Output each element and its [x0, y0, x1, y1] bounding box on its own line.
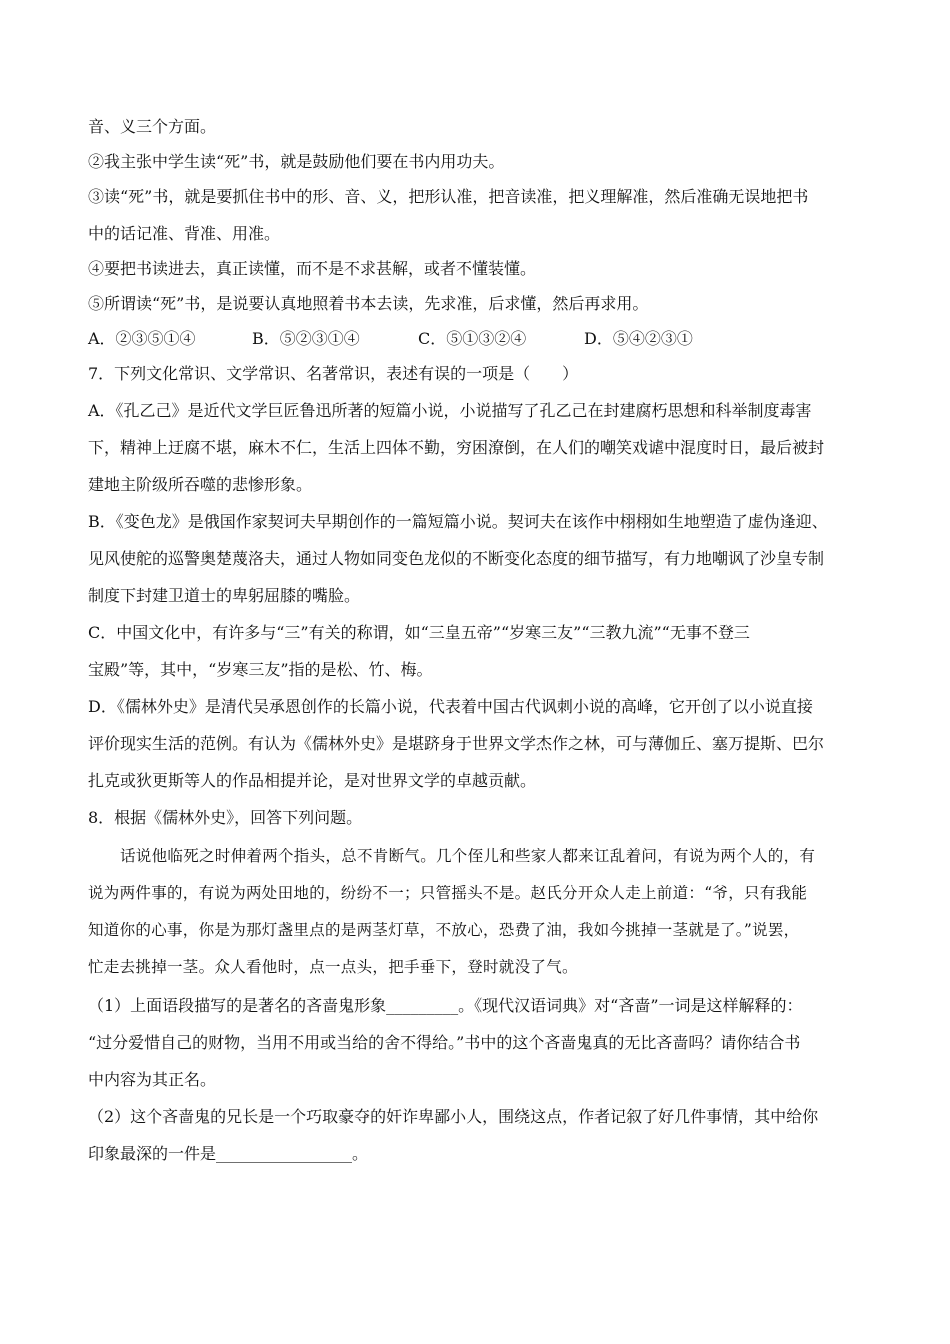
- q7-option-d-line-2: 评价现实生活的范例。有认为《儒林外史》是堪跻身于世界文学杰作之林，可与薄伽丘、塞万提斯、巴尔: [88, 734, 825, 753]
- q8-sub1-line-2: “过分爱惜自己的财物，当用不用或当给的舍不得给。”书中的这个吝啬鬼真的无比吝啬吗？请你结合书: [88, 1033, 801, 1052]
- q8-sub1-line-3: 中内容为其正名。: [88, 1070, 217, 1089]
- q8-sub1-line-1: （1）上面语段描写的是著名的吝啬鬼形象_________。《现代汉语词典》对“吝啬”一词是这样解释的：: [88, 996, 803, 1015]
- q7-option-d-line-3: 扎克或狄更斯等人的作品相提并论，是对世界文学的卓越贡献。: [88, 771, 537, 790]
- q6-line-3: ③读“死”书，就是要抓住书中的形、音、义，把形认准，把音读准，把义理解准，然后准确无误地把书: [88, 187, 809, 206]
- q8-passage-line-4: 忙走去挑掉一茎。众人看他时，点一点头，把手垂下，登时就没了气。: [88, 958, 578, 976]
- q8-stem: 8．根据《儒林外史》，回答下列问题。: [88, 808, 363, 827]
- q7-option-b-line-2: 见风使舵的巡警奥楚蔑洛夫，通过人物如同变色龙似的不断变化态度的细节描写，有力地嘲讽了沙皇专制: [88, 549, 825, 568]
- q7-option-a-line-1: A．《孔乙己》是近代文学巨匠鲁迅所著的短篇小说，小说描写了孔乙己在封建腐朽思想和科举制度毒害: [88, 401, 812, 420]
- q7-option-b-line-3: 制度下封建卫道士的卑躬屈膝的嘴脸。: [88, 586, 361, 605]
- q7-option-a-line-3: 建地主阶级所吞噬的悲惨形象。: [88, 475, 313, 494]
- q7-option-d-line-1: D．《儒林外史》是清代吴承恩创作的长篇小说，代表着中国古代讽刺小说的高峰，它开创了以小说直接: [88, 697, 813, 716]
- q7-option-b-line-1: B．《变色龙》是俄国作家契诃夫早期创作的一篇短篇小说。契诃夫在该作中栩栩如生地塑造了虚伪逢迎、: [88, 512, 828, 531]
- q6-line-2: ②我主张中学生读“死”书，就是鼓励他们要在书内用功夫。: [88, 152, 505, 171]
- q6-option-b: B．⑤②③①④: [252, 329, 360, 348]
- q7-option-c-line-1: C．中国文化中，有许多与“三”有关的称谓，如“三皇五帝”“岁寒三友”“三教九流”“无事不登三: [88, 623, 750, 642]
- q7-option-c-line-2: 宝殿”等，其中，“岁寒三友”指的是松、竹、梅。: [88, 660, 433, 679]
- q6-line-1: 音、义三个方面。: [88, 117, 217, 136]
- q7-option-a-line-2: 下，精神上迂腐不堪，麻木不仁，生活上四体不勤，穷困潦倒，在人们的嘲笑戏谑中混度时日，最后被封: [88, 438, 825, 457]
- q8-sub2-line-2: 印象最深的一件是_________________。: [88, 1144, 369, 1163]
- q6-option-c: C．⑤①③②④: [418, 329, 527, 348]
- q8-sub2-line-1: （2）这个吝啬鬼的兄长是一个巧取豪夺的奸诈卑鄙小人，围绕这点，作者记叙了好几件事情，其中给你: [88, 1107, 819, 1126]
- q6-option-a: A．②③⑤①④: [88, 329, 196, 348]
- q8-passage-line-3: 知道你的心事，你是为那灯盏里点的是两茎灯草，不放心，恐费了油，我如今挑掉一茎就是了。”说罢，: [88, 921, 800, 939]
- q7-stem: 7．下列文化常识、文学常识、名著常识，表述有误的一项是（ ）: [88, 364, 579, 383]
- q6-line-6: ⑤所谓读“死”书，是说要认真地照着书本去读，先求准，后求懂，然后再求用。: [88, 294, 649, 313]
- q6-line-5: ④要把书读进去，真正读懂，而不是不求甚解，或者不懂装懂。: [88, 259, 537, 278]
- q6-line-4: 中的话记准、背准、用准。: [88, 224, 281, 243]
- q6-option-d: D．⑤④②③①: [584, 329, 693, 348]
- q8-passage-line-2: 说为两件事的，有说为两处田地的，纷纷不一；只管摇头不是。赵氏分开众人走上前道：“爷，只有我能: [88, 884, 808, 902]
- q8-passage-line-1: 话说他临死之时伸着两个指头，总不肯断气。几个侄儿和些家人都来讧乱着问，有说为两个人的，有: [120, 847, 816, 865]
